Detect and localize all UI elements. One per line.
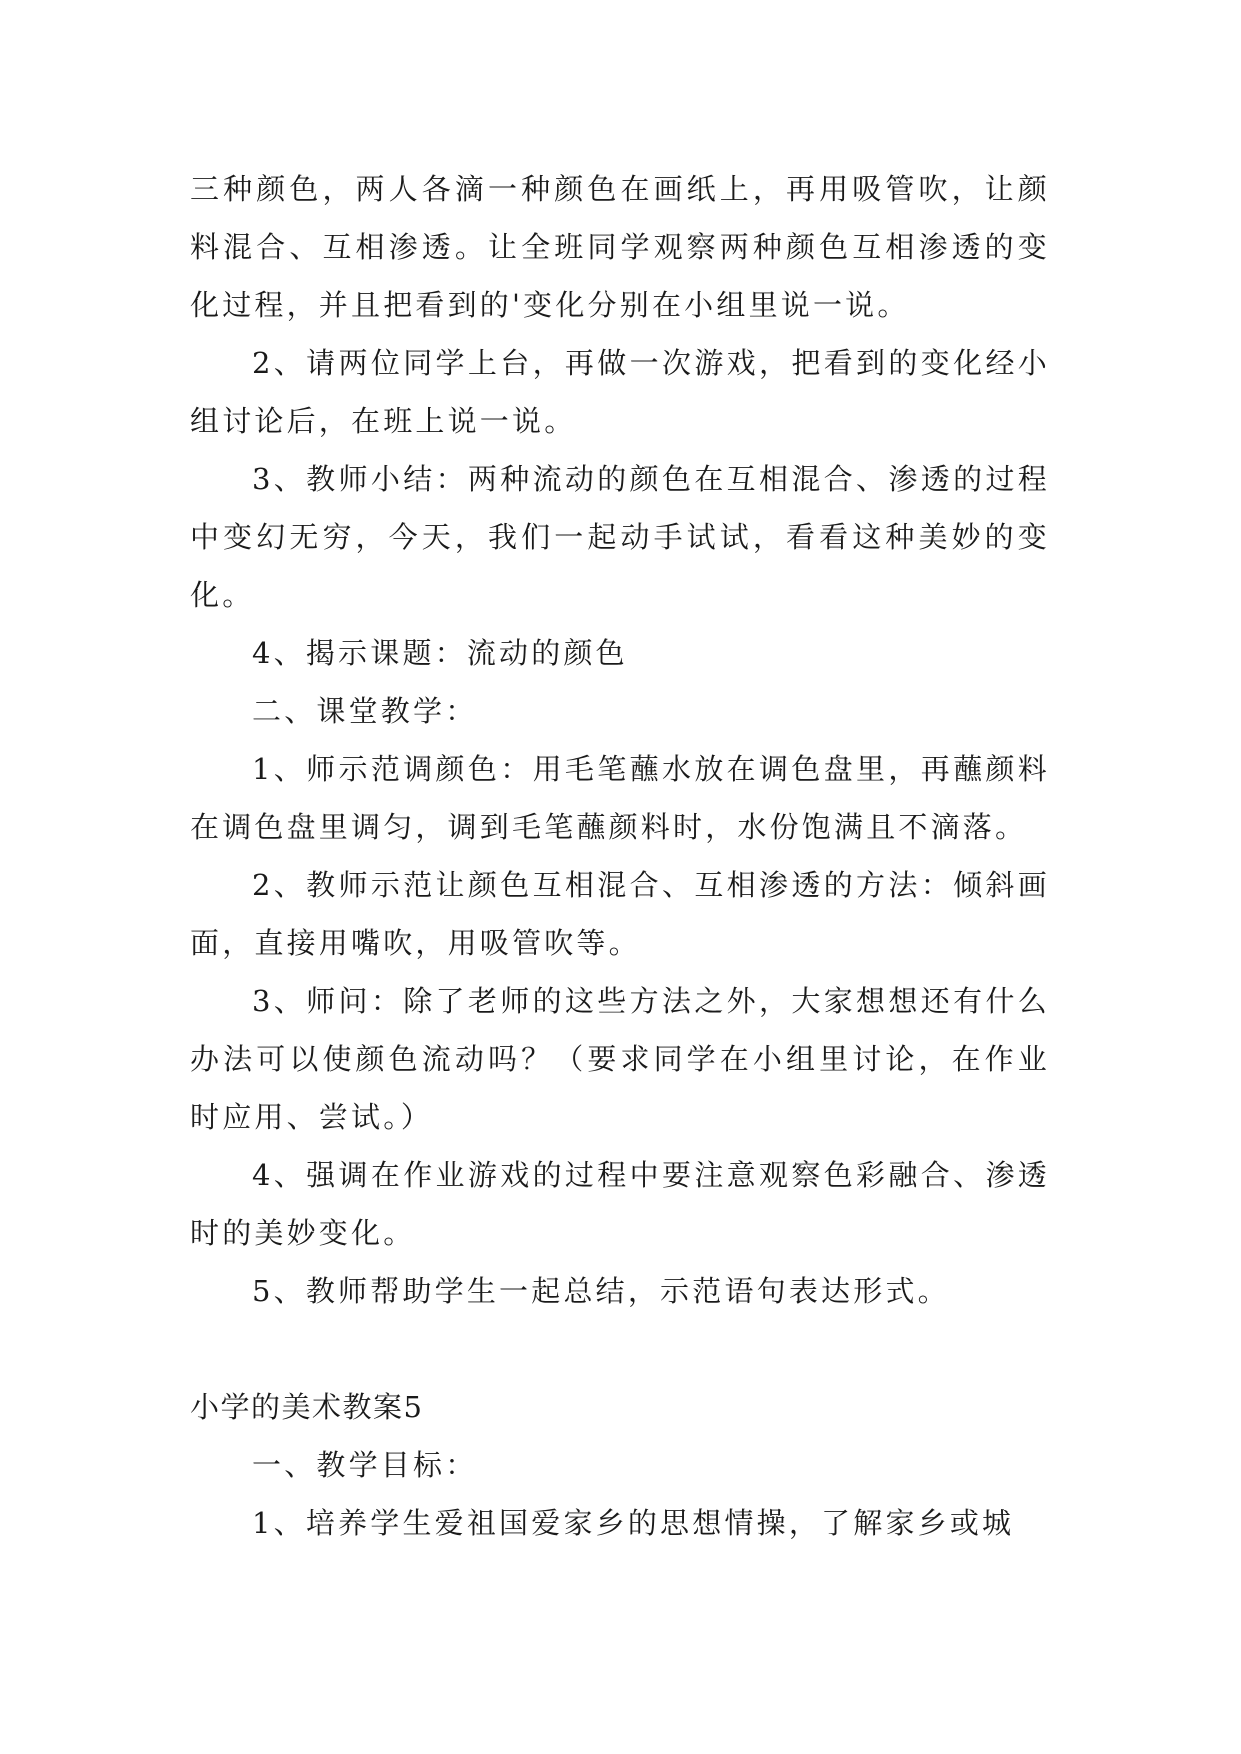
paragraph: 三种颜色，两人各滴一种颜色在画纸上，再用吸管吹，让颜料混合、互相渗透。让全班同学观察两种颜色互相渗透的变化过程，并且把看到的'变化分别在小组里说一说。 — [190, 172, 1050, 322]
paragraph: 1、师示范调颜色：用毛笔蘸水放在调色盘里，再蘸颜料在调色盘里调匀，调到毛笔蘸颜料时，水份饱满且不滴落。 — [190, 752, 1050, 844]
paragraph: 1、培养学生爱祖国爱家乡的思想情操，了解家乡或城 — [252, 1506, 1015, 1540]
document-body — [190, 160, 1050, 1552]
section-title: 小学的美术教案5 — [190, 1390, 424, 1424]
paragraph: 一、教学目标： — [252, 1448, 478, 1482]
paragraph: 4、揭示课题：流动的颜色 — [252, 636, 628, 670]
paragraph: 3、教师小结：两种流动的颜色在互相混合、渗透的过程中变幻无穷，今天，我们一起动手试试，看看这种美妙的变化。 — [190, 462, 1050, 612]
paragraph: 5、教师帮助学生一起总结，示范语句表达形式。 — [252, 1274, 950, 1308]
paragraph: 4、强调在作业游戏的过程中要注意观察色彩融合、渗透时的美妙变化。 — [190, 1158, 1050, 1250]
paragraph: 二、课堂教学： — [252, 694, 478, 728]
paragraph: 2、教师示范让颜色互相混合、互相渗透的方法：倾斜画面，直接用嘴吹，用吸管吹等。 — [190, 868, 1050, 960]
paragraph: 2、请两位同学上台，再做一次游戏，把看到的变化经小组讨论后，在班上说一说。 — [190, 346, 1050, 438]
paragraph: 3、师问：除了老师的这些方法之外，大家想想还有什么办法可以使颜色流动吗？（要求同学在小组里讨论，在作业时应用、尝试。） — [190, 984, 1050, 1134]
